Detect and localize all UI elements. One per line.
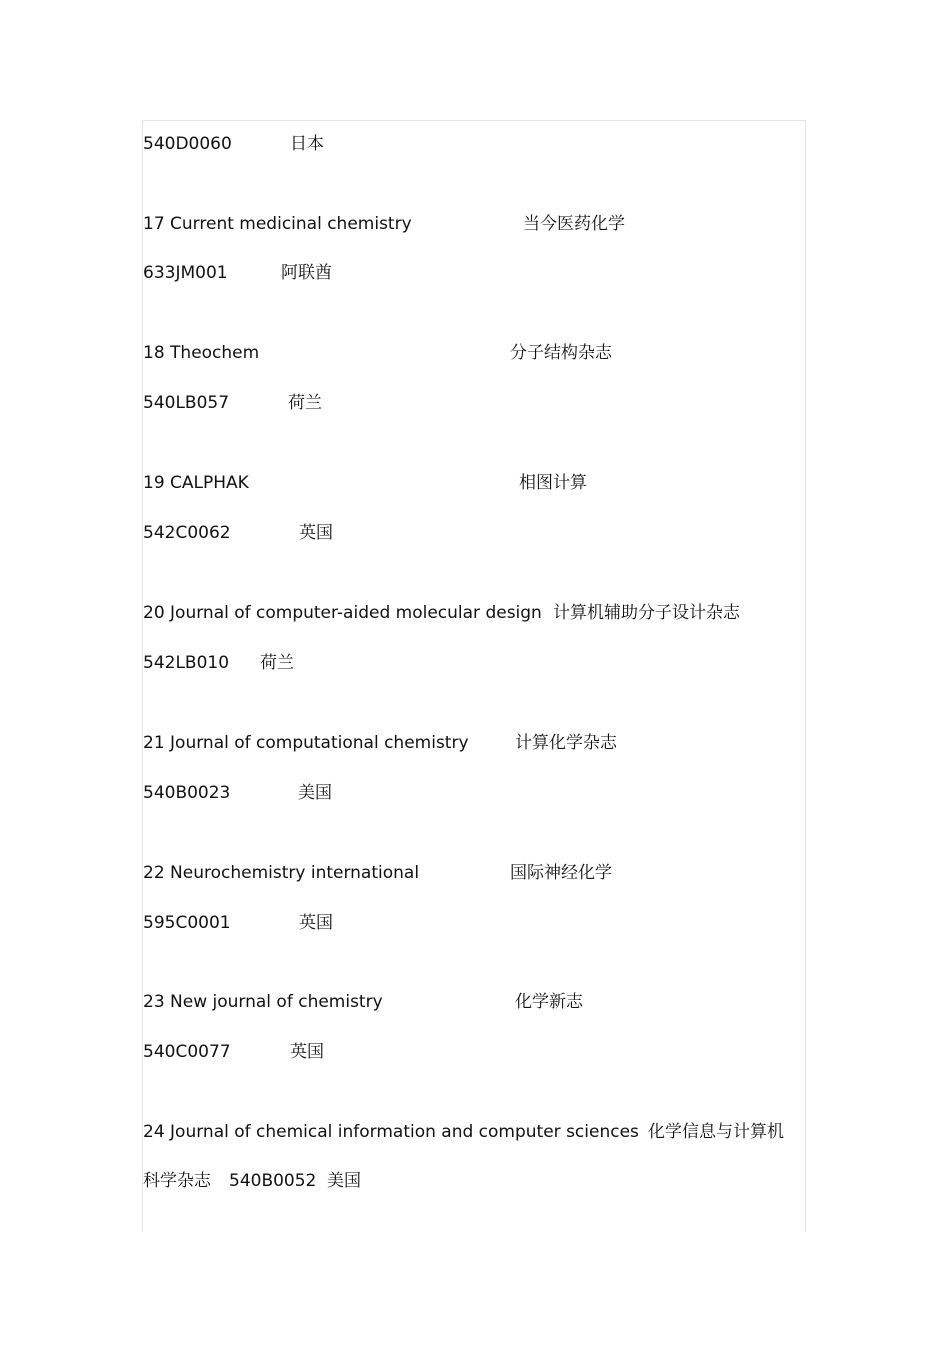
page-frame [142, 120, 806, 1232]
journal-title-cn-continuation: 科学杂志 [143, 1171, 211, 1191]
journal-country: 荷兰 [260, 653, 294, 673]
journal-country: 美国 [298, 783, 332, 803]
journal-code: 540C0077 [143, 1042, 231, 1062]
journal-country: 阿联酋 [281, 263, 332, 283]
journal-title-cn: 国际神经化学 [510, 863, 612, 883]
journal-title-cn: 计算化学杂志 [515, 733, 617, 753]
journal-title: 24 Journal of chemical information and computer sciences [143, 1122, 639, 1142]
journal-title: 18 Theochem [143, 343, 260, 363]
journal-title: 22 Neurochemistry international [143, 863, 420, 883]
journal-code: 540D0060 [143, 134, 232, 154]
journal-title: 21 Journal of computational chemistry [143, 733, 469, 753]
journal-title: 20 Journal of computer-aided molecular design [143, 603, 542, 623]
journal-code: 540B0023 [143, 783, 231, 803]
journal-title-cn: 化学新志 [515, 992, 583, 1012]
journal-country: 英国 [299, 523, 333, 543]
journal-code: 542C0062 [143, 523, 231, 543]
journal-country: 荷兰 [288, 393, 322, 413]
journal-title: 23 New journal of chemistry [143, 992, 383, 1012]
journal-title-cn: 当今医药化学 [523, 214, 625, 234]
journal-code: 542LB010 [143, 653, 230, 673]
journal-code: 540B0052 [229, 1171, 317, 1191]
journal-title: 17 Current medicinal chemistry [143, 214, 412, 234]
journal-title: 19 CALPHAK [143, 473, 249, 493]
journal-code: 595C0001 [143, 913, 231, 933]
journal-country: 英国 [299, 913, 333, 933]
journal-country: 英国 [290, 1042, 324, 1062]
journal-title-cn: 分子结构杂志 [510, 343, 612, 363]
journal-code: 633JM001 [143, 263, 228, 283]
journal-code: 540LB057 [143, 393, 230, 413]
journal-title-cn: 计算机辅助分子设计杂志 [553, 603, 740, 623]
journal-country: 日本 [290, 134, 324, 154]
journal-country: 美国 [327, 1171, 361, 1191]
journal-title-cn: 相图计算 [519, 473, 587, 493]
journal-title-cn: 化学信息与计算机 [648, 1122, 784, 1142]
